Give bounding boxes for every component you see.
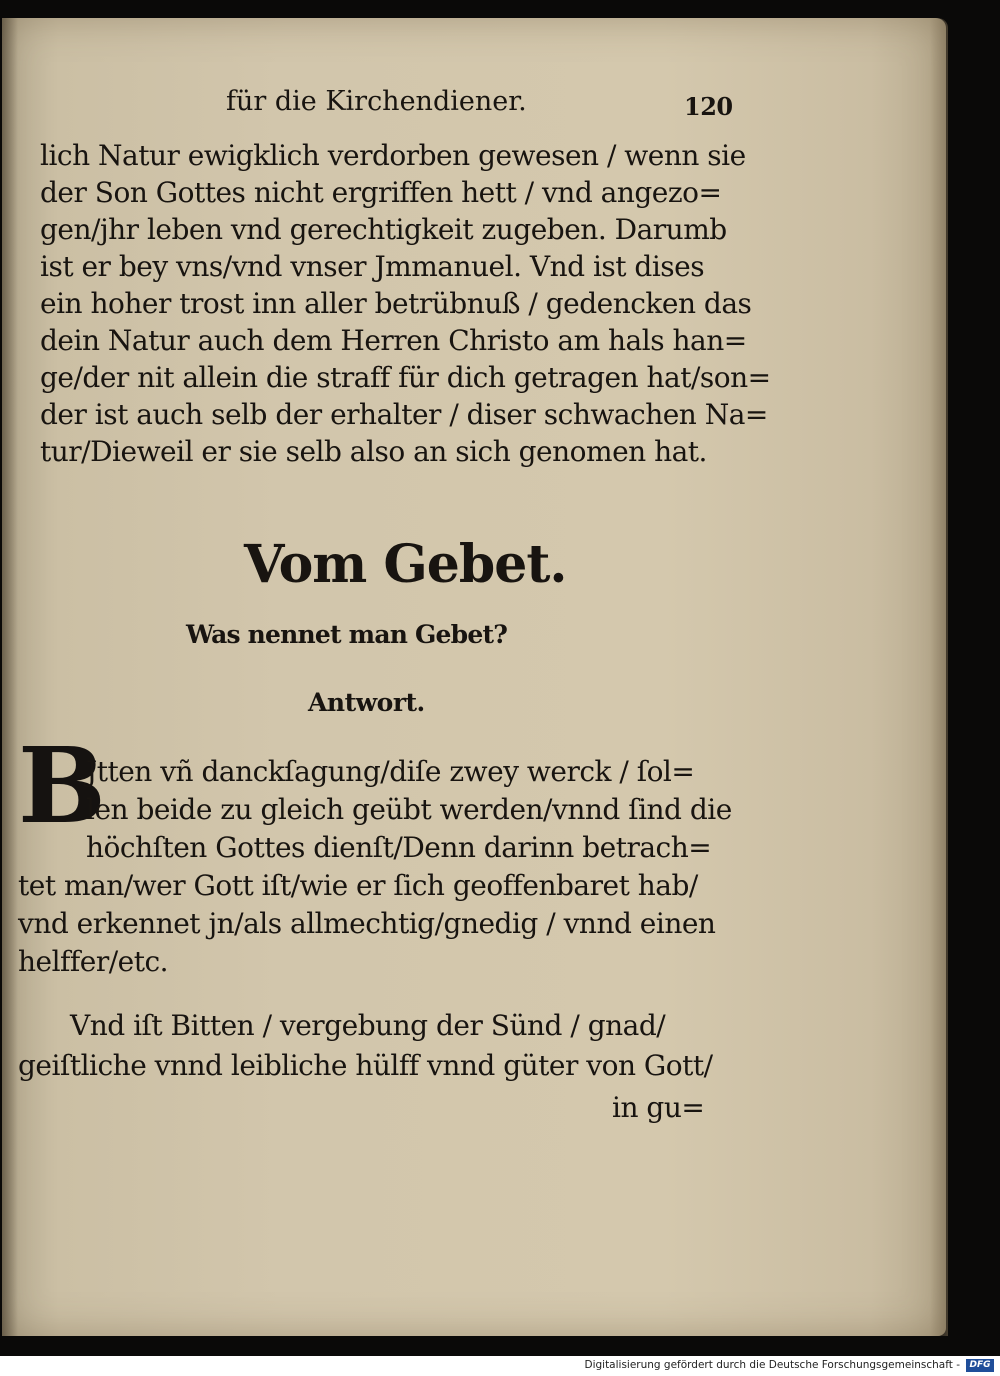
answer-line-4: tet man/wer Gott iſt/wie er ſich geoffenbaret hab/ bbox=[18, 869, 698, 902]
funding-credit: Digitalisierung gefördert durch die Deutsche Forschungsgemeinschaft - bbox=[584, 1359, 960, 1371]
dfg-logo: DFG bbox=[966, 1359, 994, 1372]
body-line-7: ge/der nit allein die straff für dich getragen hat/son= bbox=[40, 361, 771, 394]
body-line-8: der ist auch selb der erhalter / diser schwachen Na= bbox=[40, 398, 768, 431]
answer-line-6: helffer/etc. bbox=[18, 945, 169, 978]
answer-line-2: len beide zu gleich geübt werden/vnnd ſind die bbox=[86, 793, 732, 826]
section-title: Vom Gebet. bbox=[244, 534, 567, 595]
answer-line-3: höchſten Gottes dienſt/Denn darinn betrach= bbox=[86, 831, 712, 864]
digitization-footer bbox=[0, 1356, 1000, 1376]
continuation-line-1: Vnd iſt Bitten / vergebung der Sünd / gnad/ bbox=[70, 1009, 666, 1042]
body-line-3: gen/jhr leben vnd gerechtigkeit zugeben. Darumb bbox=[40, 213, 727, 246]
answer-label: Antwort. bbox=[308, 688, 425, 717]
catchword: in gu= bbox=[612, 1091, 705, 1124]
body-line-1: lich Natur ewigklich verdorben gewesen / wenn sie bbox=[40, 139, 746, 172]
body-line-2: der Son Gottes nicht ergriffen hett / vnd angezo= bbox=[40, 176, 722, 209]
body-line-9: tur/Dieweil er sie selb also an sich genomen hat. bbox=[40, 435, 707, 468]
catechism-question: Was nennet man Gebet? bbox=[186, 620, 508, 649]
page-number: 120 bbox=[684, 92, 733, 121]
body-line-5: ein hoher trost inn aller betrübnuß / gedencken das bbox=[40, 287, 752, 320]
answer-line-1: Jtten vñ danckſagung/diſe zwey werck / ſol= bbox=[86, 755, 695, 788]
running-head: für die Kirchendiener. bbox=[226, 86, 527, 117]
body-line-4: ist er bey vns/vnd vnser Jmmanuel. Vnd ist dises bbox=[40, 250, 705, 283]
decorated-initial: B bbox=[18, 724, 106, 847]
body-line-6: dein Natur auch dem Herren Christo am hals han= bbox=[40, 324, 747, 357]
page-gutter-shadow bbox=[2, 18, 18, 1336]
continuation-line-2: geiſtliche vnnd leibliche hülff vnnd güter von Gott/ bbox=[18, 1049, 713, 1082]
page-edge-shadow bbox=[930, 18, 948, 1336]
answer-line-5: vnd erkennet jn/als allmechtig/gnedig / vnnd einen bbox=[18, 907, 716, 940]
